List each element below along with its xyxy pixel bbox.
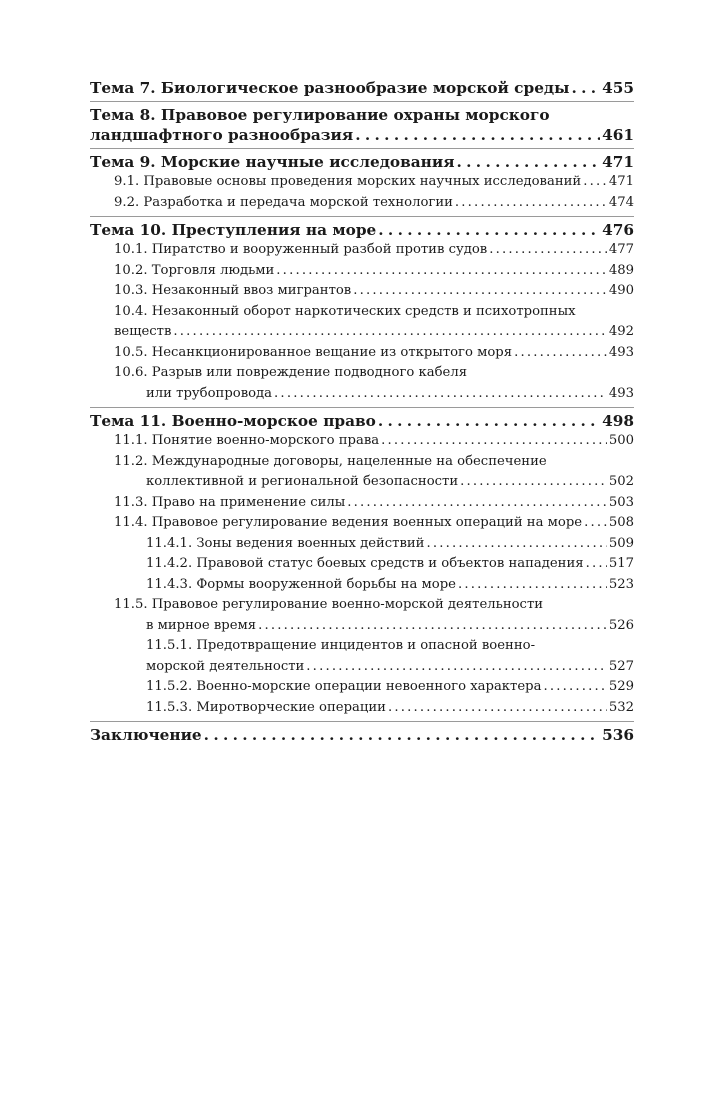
toc-entry-topic-8-line1: Тема 8. Правовое регулирование охраны морского [90,106,550,124]
toc-entry-10-6-line1: 10.6. Разрыв или повреждение подводного кабеля [114,365,468,380]
toc-entry-11-4: 11.4. Правовое регулирование ведения военных операций на море . . . 508 [90,513,634,534]
toc-entry-11-4-1: 11.4.1. Зоны ведения военных действий . . . 509 [90,534,634,555]
page-number: 498 [602,412,634,430]
page-number: 536 [602,726,634,744]
toc-entry-11-5-3: 11.5.3. Миротворческие операции . . . 532 [90,698,634,719]
page-number: 503 [608,494,634,510]
toc-entry-topic-10: Тема 10. Преступления на море . . . 476 [90,220,634,240]
toc-entry-11-5-1-line1: 11.5.1. Предотвращение инцидентов и опасной военно- [146,638,536,653]
toc-entry-10-4-line1: 10.4. Незаконный оборот наркотических средств и психотропных [114,303,576,319]
page-number: 508 [608,515,634,530]
page-number: 471 [602,153,634,171]
page-number: 517 [608,556,634,571]
toc-entry-topic-8: ландшафтного разнообразия . . . 461 [90,125,634,145]
toc-entry-9-2: 9.2. Разработка и передача морской технологии . . . 474 [90,193,634,214]
page-number: 509 [608,535,634,551]
divider [90,721,634,722]
toc-entry-11-5-line1: 11.5. Правовое регулирование военно-морской деятельности [114,597,544,612]
page-number: 492 [608,324,634,339]
page-number: 471 [608,174,634,189]
page-number: 527 [608,658,634,674]
toc-entry-conclusion: Заключение . . . 536 [90,725,634,745]
table-of-contents [90,78,634,745]
toc-entry-10-2: 10.2. Торговля людьми . . . 489 [90,261,634,282]
divider [90,101,634,102]
page-number: 532 [608,699,634,715]
toc-entry-11-5: в мирное время . . . 526 [90,616,634,637]
page-number: 493 [608,344,634,360]
divider [90,148,634,149]
toc-entry-topic-11: Тема 11. Военно-морское право . . . 498 [90,411,634,431]
toc-entry-11-2: коллективной и региональной безопасности . . . 502 [90,472,634,493]
page-number: 490 [608,283,634,298]
page-number: 489 [608,262,634,278]
page-number: 523 [608,576,634,592]
toc-entry-11-1: 11.1. Понятие военно-морского права . . . 500 [90,431,634,452]
page-number: 526 [608,617,634,633]
page-number: 461 [602,126,634,144]
toc-entry-11-5-2: 11.5.2. Военно-морские операции невоенного характера . . . 529 [90,677,634,698]
toc-entry-9-1: 9.1. Правовые основы проведения морских научных исследований . . . 471 [90,172,634,193]
divider [90,216,634,217]
toc-entry-11-5-1: морской деятельности . . . 527 [90,657,634,678]
page-number: 529 [608,679,634,694]
toc-entry-10-3: 10.3. Незаконный ввоз мигрантов . . . 490 [90,281,634,302]
page-number: 477 [608,242,634,257]
toc-entry-11-3: 11.3. Право на применение силы . . . 503 [90,493,634,514]
divider [90,407,634,408]
toc-entry-10-1: 10.1. Пиратство и вооруженный разбой против судов . . . 477 [90,240,634,261]
toc-entry-topic-9: Тема 9. Морские научные исследования . . . 471 [90,152,634,172]
toc-entry-10-5: 10.5. Несанкционированное вещание из открытого моря . . . 493 [90,343,634,364]
toc-entry-11-4-2: 11.4.2. Правовой статус боевых средств и объектов нападения . . . 517 [90,554,634,575]
page-number: 500 [608,433,634,448]
page-number: 474 [608,194,634,210]
page-number: 476 [602,221,634,239]
page-number: 455 [602,79,634,97]
toc-entry-11-2-line1: 11.2. Международные договоры, нацеленные на обеспечение [114,453,547,469]
page-number: 502 [608,474,634,489]
toc-entry-topic-7: Тема 7. Биологическое разнообразие морской среды . . . 455 [90,78,634,98]
toc-entry-10-6: или трубопровода . . . 493 [90,384,634,405]
page-number: 493 [608,385,634,401]
toc-entry-10-4: веществ . . . 492 [90,322,634,343]
toc-entry-11-4-3: 11.4.3. Формы вооруженной борьбы на море . . . 523 [90,575,634,596]
